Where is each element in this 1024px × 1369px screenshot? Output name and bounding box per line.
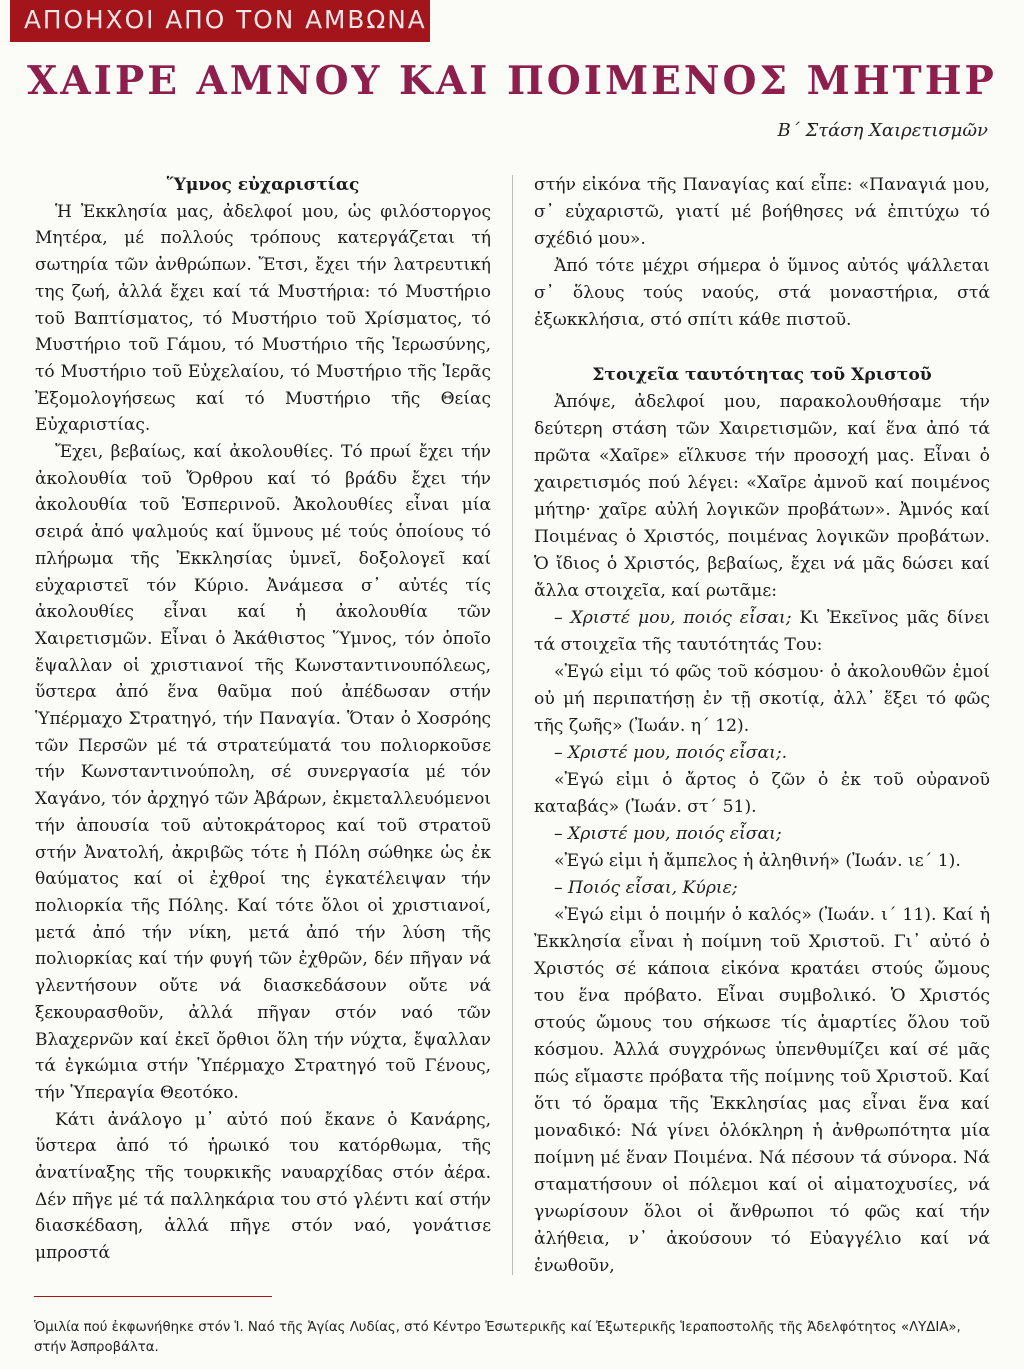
paragraph: Κάτι ἀνάλογο μ᾽ αὐτό πού ἔκανε ὁ Κανάρης, ὕστερα ἀπό τό ἡρωικό του κατόρθωμα, τῆς ἀνατίναξης τῆς τουρκικῆς ναυαρχίδας στόν ἀέρα. Δέν πῆγε μέ τά παλληκάρια του στό γλέντι καί στήν διασκέδαση, ἀλλά πῆγε στόν ναό, γονάτισε μπροστά xyxy=(35,1109,491,1264)
dialog-answer: «Ἐγώ εἰμι ἡ ἄμπελος ἡ ἀληθινή» (Ἰωάν. ιε΄ 1). xyxy=(554,850,961,871)
dialog-answer: «Ἐγώ εἰμι τό φῶς τοῦ κόσμου· ὁ ἀκολουθῶν ἐμοί οὐ μή περιπατήσῃ ἐν τῇ σκοτίᾳ, ἀλλ᾽ ἕξει τό φῶς τῆς ζωῆς» (Ἰωάν. η΄ 12). xyxy=(534,661,990,736)
question-text: – Χριστέ μου, ποιός εἶσαι; xyxy=(554,607,792,628)
footnote: Ὁμιλία πού ἐκφωνήθηκε στόν Ἱ. Ναό τῆς Ἁγίας Λυδίας, στό Κέντρο Ἐσωτερικῆς καί Ἐξωτερικῆς Ἱεραποστολῆς τῆς Ἀδελφότητος «ΛΥΔΙΑ», στήν Ἀσπροβάλτα. xyxy=(34,1320,961,1355)
paragraph: Ἔχει, βεβαίως, καί ἀκολουθίες. Τό πρωί ἔχει τήν ἀκολουθία τοῦ Ὄρθρου καί τό βράδυ ἔχει τήν ἀκολουθία τοῦ Ἑσπερινοῦ. Ἀκολουθίες εἶναι μία σειρά ἀπό ψαλμούς καί ὕμνους μέ τούς ὁποίους τό πλήρωμα τῆς Ἐκκλησίας ὑμνεῖ, δοξολογεῖ καί εὐχαριστεῖ τόν Κύριο. Ἀνάμεσα σ᾽ αὐτές τίς ἀκολουθίες εἶναι καί ἡ ἀκολουθία τῶν Χαιρετισμῶν. Εἶναι ὁ Ἀκάθιστος Ὕμνος, τόν ὁποῖο ἔψαλλαν οἱ χριστιανοί τῆς Κωνσταντινουπόλεως, ὕστερα ἀπό ἕνα θαῦμα πού ἀπέδωσαν στήν Ὑπέρμαχο Στρατηγό, τήν Παναγία. Ὅταν ὁ Χοσρόης τῶν Περσῶν μέ τά στρατεύματά του πολιορκοῦσε τήν Κωνσταντινούπολη, σέ συνεργασία μέ τόν Χαγάνο, τόν ἀρχηγό τῶν Ἀβάρων, ἐκμεταλλευόμενοι τήν ἀπουσία τοῦ αὐτοκράτορος καί τοῦ στρατοῦ στήν Ἀνατολή, ἀκριβῶς τότε ἡ Πόλη σώθηκε ὡς ἐκ θαύματος καί οἱ ἐχθροί της ἐγκατέλειψαν τήν πολιορκία τῆς Πόλης. Καί τότε ὅλοι οἱ χριστιανοί, μετά ἀπό τήν νίκη, μετά ἀπό τήν λύση τῆς πολιορκίας καί τήν φυγή τῶν ἐχθρῶν, δέν πῆγαν νά γλεντήσουν οὔτε νά διασκεδάσουν οὔτε νά ξεκουρασθοῦν, ἀλλά πῆγαν στόν ναό τῶν Βλαχερνῶν καί ἐκεῖ ὄρθιοι ὅλη τήν νύχτα, ἔψαλλαν τά ἐγκώμια στήν Ὑπέρμαχο Στρατηγό τοῦ Γένους, τήν Ὑπεραγία Θεοτόκο. xyxy=(35,442,491,1103)
paragraph: Ἀπόψε, ἀδελφοί μου, παρακολουθήσαμε τήν δεύτερη στάση τῶν Χαιρετισμῶν, καί ἕνα ἀπό τά πρῶτα «Χαῖρε» εἵλκυσε τήν προσοχή μας. Εἶναι ὁ χαιρετισμός πού λέγει: «Χαῖρε ἀμνοῦ καί ποιμένος μήτηρ· χαῖρε αὐλή λογικῶν προβάτων». Ἀμνός καί Ποιμένας ὁ Χριστός, ποιμένας λογικῶν προβάτων. Ὁ ἴδιος ὁ Χριστός, βεβαίως, ἔχει νά μᾶς δώσει καί ἄλλα στοιχεῖα, καί ρωτᾶμε: xyxy=(534,391,990,601)
dialog-answer: «Ἐγώ εἰμι ὁ ἄρτος ὁ ζῶν ὁ ἐκ τοῦ οὐρανοῦ καταβάς» (Ἰωάν. στ΄ 51). xyxy=(534,769,990,817)
paragraph: Ἀπό τότε μέχρι σήμερα ὁ ὕμνος αὐτός ψάλλεται σ᾽ ὅλους τούς ναούς, στά μοναστήρια, στά ἐξωκκλήσια, στό σπίτι κάθε πιστοῦ. xyxy=(534,256,990,330)
footnote-rule xyxy=(34,1296,272,1297)
article-title: ΧΑΙΡΕ ΑΜΝΟΥ ΚΑΙ ΠΟΙΜΕΝΟΣ ΜΗΤΗΡ xyxy=(27,58,997,104)
dialog-question: – Χριστέ μου, ποιός εἶσαι; xyxy=(554,823,782,844)
section-heading-thanksgiving: Ὕμνος εὐχαριστίας xyxy=(166,175,360,195)
question-tail: Κι Ἐκεῖνος μᾶς δίνει τά στοιχεῖα τῆς ταυτότητάς Του: xyxy=(534,607,990,655)
section-banner: ΑΠΟΗΧΟΙ ΑΠΟ ΤΟΝ ΑΜΒΩΝΑ xyxy=(10,0,430,42)
paragraph: στήν εἰκόνα τῆς Παναγίας καί εἶπε: «Παναγιά μου, σ᾽ εὐχαριστῶ, γιατί μέ βοήθησες νά ἐπιτύχω τό σχέδιό μου». xyxy=(534,175,990,249)
paragraph: Ἡ Ἐκκλησία μας, ἀδελφοί μου, ὡς φιλόστοργος Μητέρα, μέ πολλούς τρόπους κατεργάζεται τή σωτηρία τῶν ἀνθρώπων. Ἔτσι, ἔχει τήν λατρευτική της ζωή, ἀλλά ἔχει καί τά Μυστήρια: τό Μυστήριο τοῦ Βαπτίσματος, τό Μυστήριο τοῦ Χρίσματος, τό Μυστήριο τοῦ Γάμου, τό Μυστήριο τῆς Ἱερωσύνης, τό Μυστήριο τοῦ Εὐχελαίου, τό Μυστήριο τῆς Ἱερᾶς Ἐξομολογήσεως καί τό Μυστήριο τῆς Θείας Εὐχαριστίας. xyxy=(35,201,491,436)
section-heading-identity: Στοιχεῖα ταυτότητας τοῦ Χριστοῦ xyxy=(592,364,932,385)
dialog-question: – Ποιός εἶσαι, Κύριε; xyxy=(554,877,738,898)
column-divider xyxy=(512,175,513,1275)
right-column xyxy=(534,172,990,1280)
left-column xyxy=(35,172,491,1267)
article-subtitle: Β΄ Στάση Χαιρετισμῶν xyxy=(777,120,988,141)
dialog-question: – Χριστέ μου, ποιός εἶσαι;. xyxy=(554,742,788,763)
dialog-question xyxy=(534,605,990,659)
dialog-answer: «Ἐγώ εἰμι ὁ ποιμήν ὁ καλός» (Ἰωάν. ι΄ 11). Καί ἡ Ἐκκλησία εἶναι ἡ ποίμνη τοῦ Χριστοῦ. Γι᾽ αὐτό ὁ Χριστός σέ κάποια εἰκόνα κρατάει στούς ὤμους του ἕνα πρόβατο. Εἶναι συμβολικό. Ὁ Χριστός στούς ὤμους του σήκωσε τίς ἁμαρτίες ὅλου τοῦ κόσμου. Ἀλλά συγχρόνως ὑπενθυμίζει καί σέ μᾶς πώς εἴμαστε πρόβατα τῆς ποίμνης τοῦ Χριστοῦ. Καί ὅτι τό ὅραμα τῆς Ἐκκλησίας μας εἶναι ἕνα καί μοναδικό: Νά γίνει ὁλόκληρη ἡ ἀνθρωπότητα μία ποίμνη μέ ἕναν Ποιμένα. Νά πέσουν τά σύνορα. Νά σταματήσουν οἱ πόλεμοι καί οἱ αἱματοχυσίες, νά γνωρίσουν ὅλοι οἱ ἄνθρωποι τό φῶς καί τήν ἀλήθεια, ν᾽ ἀκούσουν τό Εὐαγγέλιο καί νά ἑνωθοῦν, xyxy=(534,904,990,1276)
